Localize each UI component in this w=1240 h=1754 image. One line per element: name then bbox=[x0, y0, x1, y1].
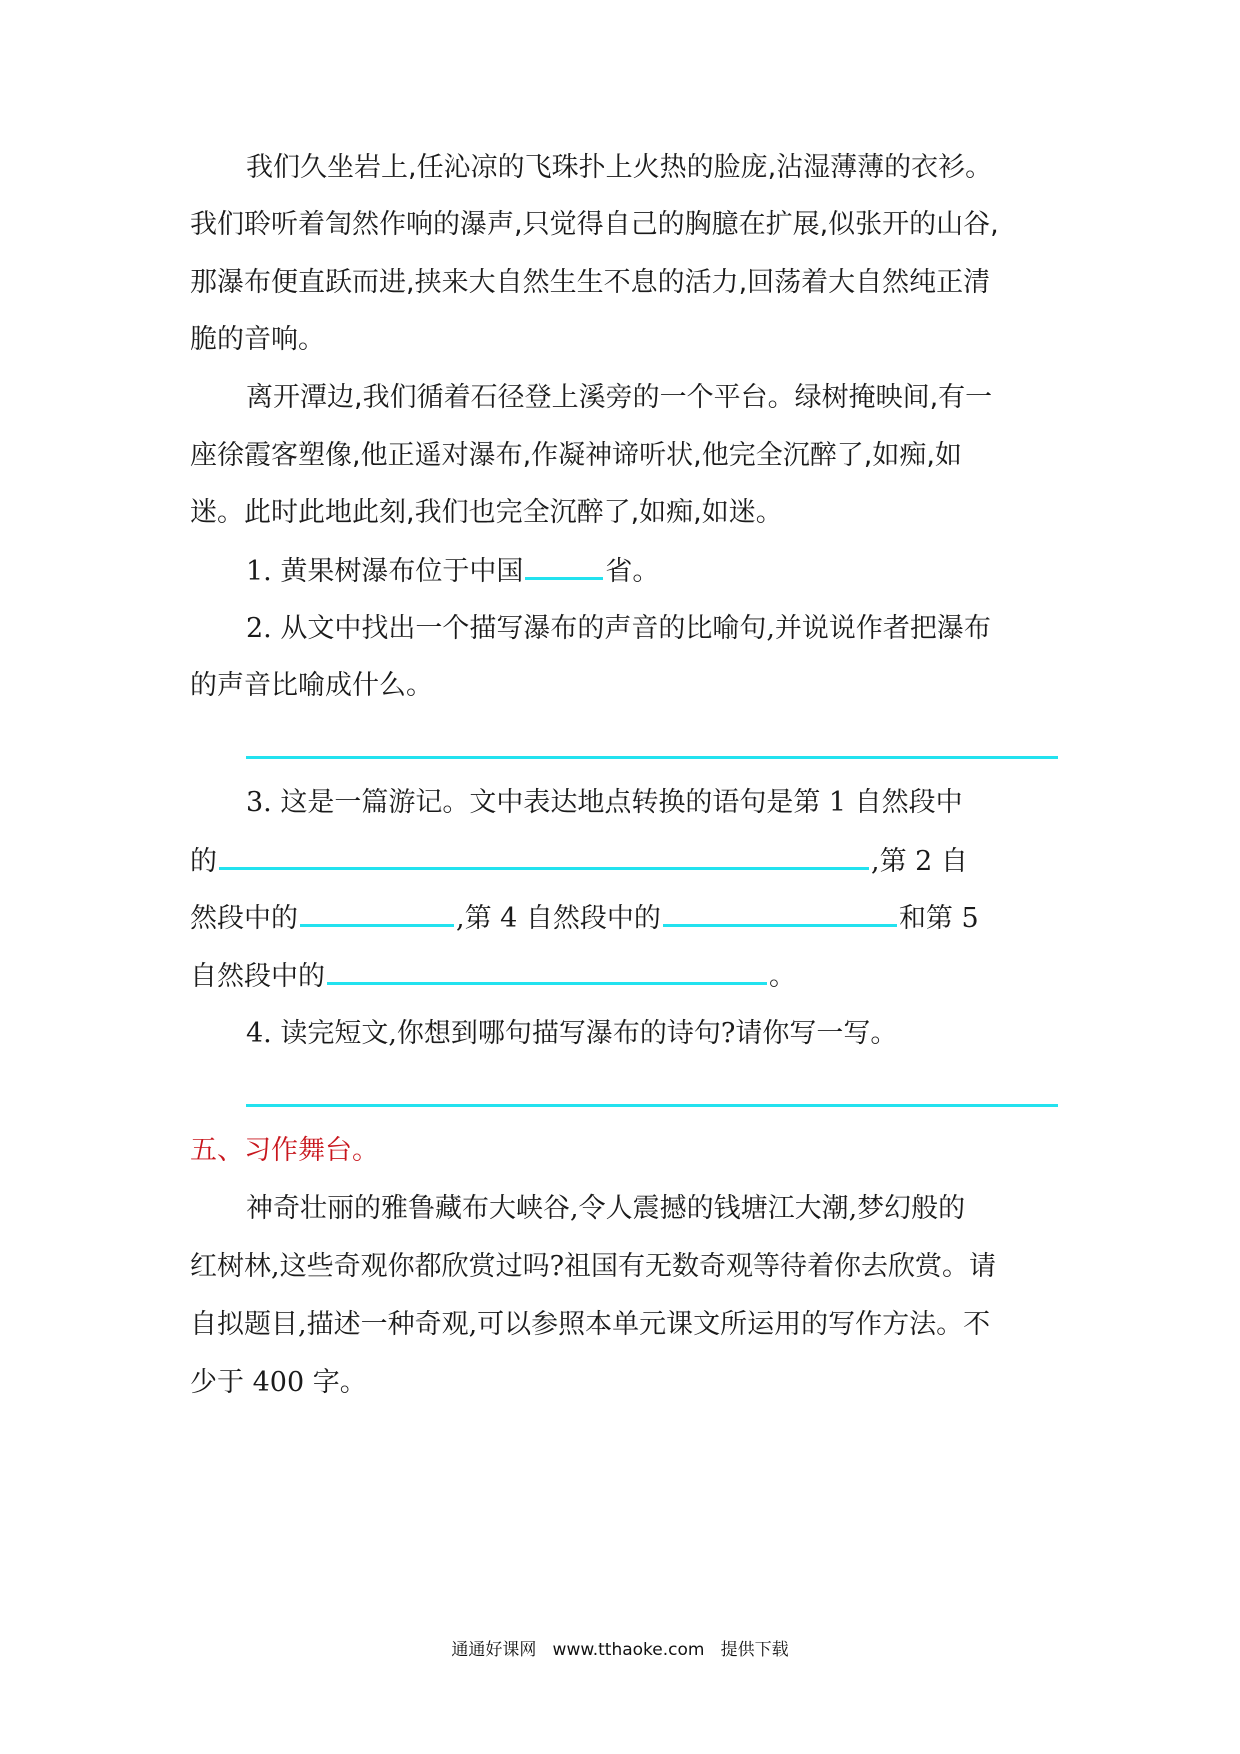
passage-line: 离开潭边,我们循着石径登上溪旁的一个平台。绿树掩映间,有一 bbox=[246, 382, 993, 413]
answer-line-q4[interactable] bbox=[246, 1104, 1058, 1107]
section5-line: 红树林,这些奇观你都欣赏过吗?祖国有无数奇观等待着你去欣赏。请 bbox=[190, 1251, 997, 1282]
answer-blank-para1[interactable] bbox=[219, 841, 869, 870]
question-1-text: 1. 黄果树瀑布位于中国 bbox=[246, 556, 524, 587]
question-2-line: 的声音比喻成什么。 bbox=[190, 670, 433, 701]
answer-blank-para2[interactable] bbox=[300, 898, 454, 927]
question-3-text: 的 bbox=[190, 846, 217, 877]
question-3-text: 。 bbox=[769, 961, 796, 992]
section5-line: 自拟题目,描述一种奇观,可以参照本单元课文所运用的写作方法。不 bbox=[190, 1309, 991, 1340]
section5-line: 神奇壮丽的雅鲁藏布大峡谷,令人震撼的钱塘江大潮,梦幻般的 bbox=[246, 1193, 966, 1224]
question-3-text: 和第 5 bbox=[898, 903, 979, 934]
question-3-line bbox=[190, 841, 1070, 881]
passage-line: 脆的音响。 bbox=[190, 324, 325, 355]
section-heading: 五、习作舞台。 bbox=[190, 1135, 379, 1166]
question-3-text: 然段中的 bbox=[190, 903, 298, 934]
answer-blank-para4[interactable] bbox=[663, 898, 897, 927]
section5-line: 少于 400 字。 bbox=[190, 1367, 367, 1398]
passage-line: 座徐霞客塑像,他正遥对瀑布,作凝神谛听状,他完全沉醉了,如痴,如 bbox=[190, 440, 962, 471]
page-footer: 通通好课网 www.tthaoke.com 提供下载 bbox=[451, 1640, 789, 1660]
question-2-line: 2. 从文中找出一个描写瀑布的声音的比喻句,并说说作者把瀑布 bbox=[246, 613, 991, 644]
passage-line: 我们聆听着訇然作响的瀑声,只觉得自己的胸臆在扩展,似张开的山谷, bbox=[190, 209, 999, 240]
answer-line-q2[interactable] bbox=[246, 756, 1058, 759]
question-3-line bbox=[190, 898, 1070, 938]
question-3-text: ,第 4 自然段中的 bbox=[456, 903, 661, 934]
question-3-line bbox=[190, 956, 1070, 996]
passage-line: 那瀑布便直跃而进,挟来大自然生生不息的活力,回荡着大自然纯正清 bbox=[190, 267, 991, 298]
question-1-suffix: 省。 bbox=[605, 556, 660, 587]
answer-blank-para5[interactable] bbox=[327, 956, 767, 985]
question-3-line: 3. 这是一篇游记。文中表达地点转换的语句是第 1 自然段中 bbox=[246, 787, 963, 818]
passage-line: 我们久坐岩上,任沁凉的飞珠扑上火热的脸庞,沾湿薄薄的衣衫。 bbox=[246, 152, 993, 183]
answer-blank-province[interactable] bbox=[525, 551, 603, 580]
question-1 bbox=[246, 551, 1070, 591]
question-3-text: 自然段中的 bbox=[190, 961, 325, 992]
passage-line: 迷。此时此地此刻,我们也完全沉醉了,如痴,如迷。 bbox=[190, 497, 783, 528]
question-3-text: ,第 2 自 bbox=[871, 846, 968, 877]
question-4: 4. 读完短文,你想到哪句描写瀑布的诗句?请你写一写。 bbox=[246, 1018, 898, 1049]
